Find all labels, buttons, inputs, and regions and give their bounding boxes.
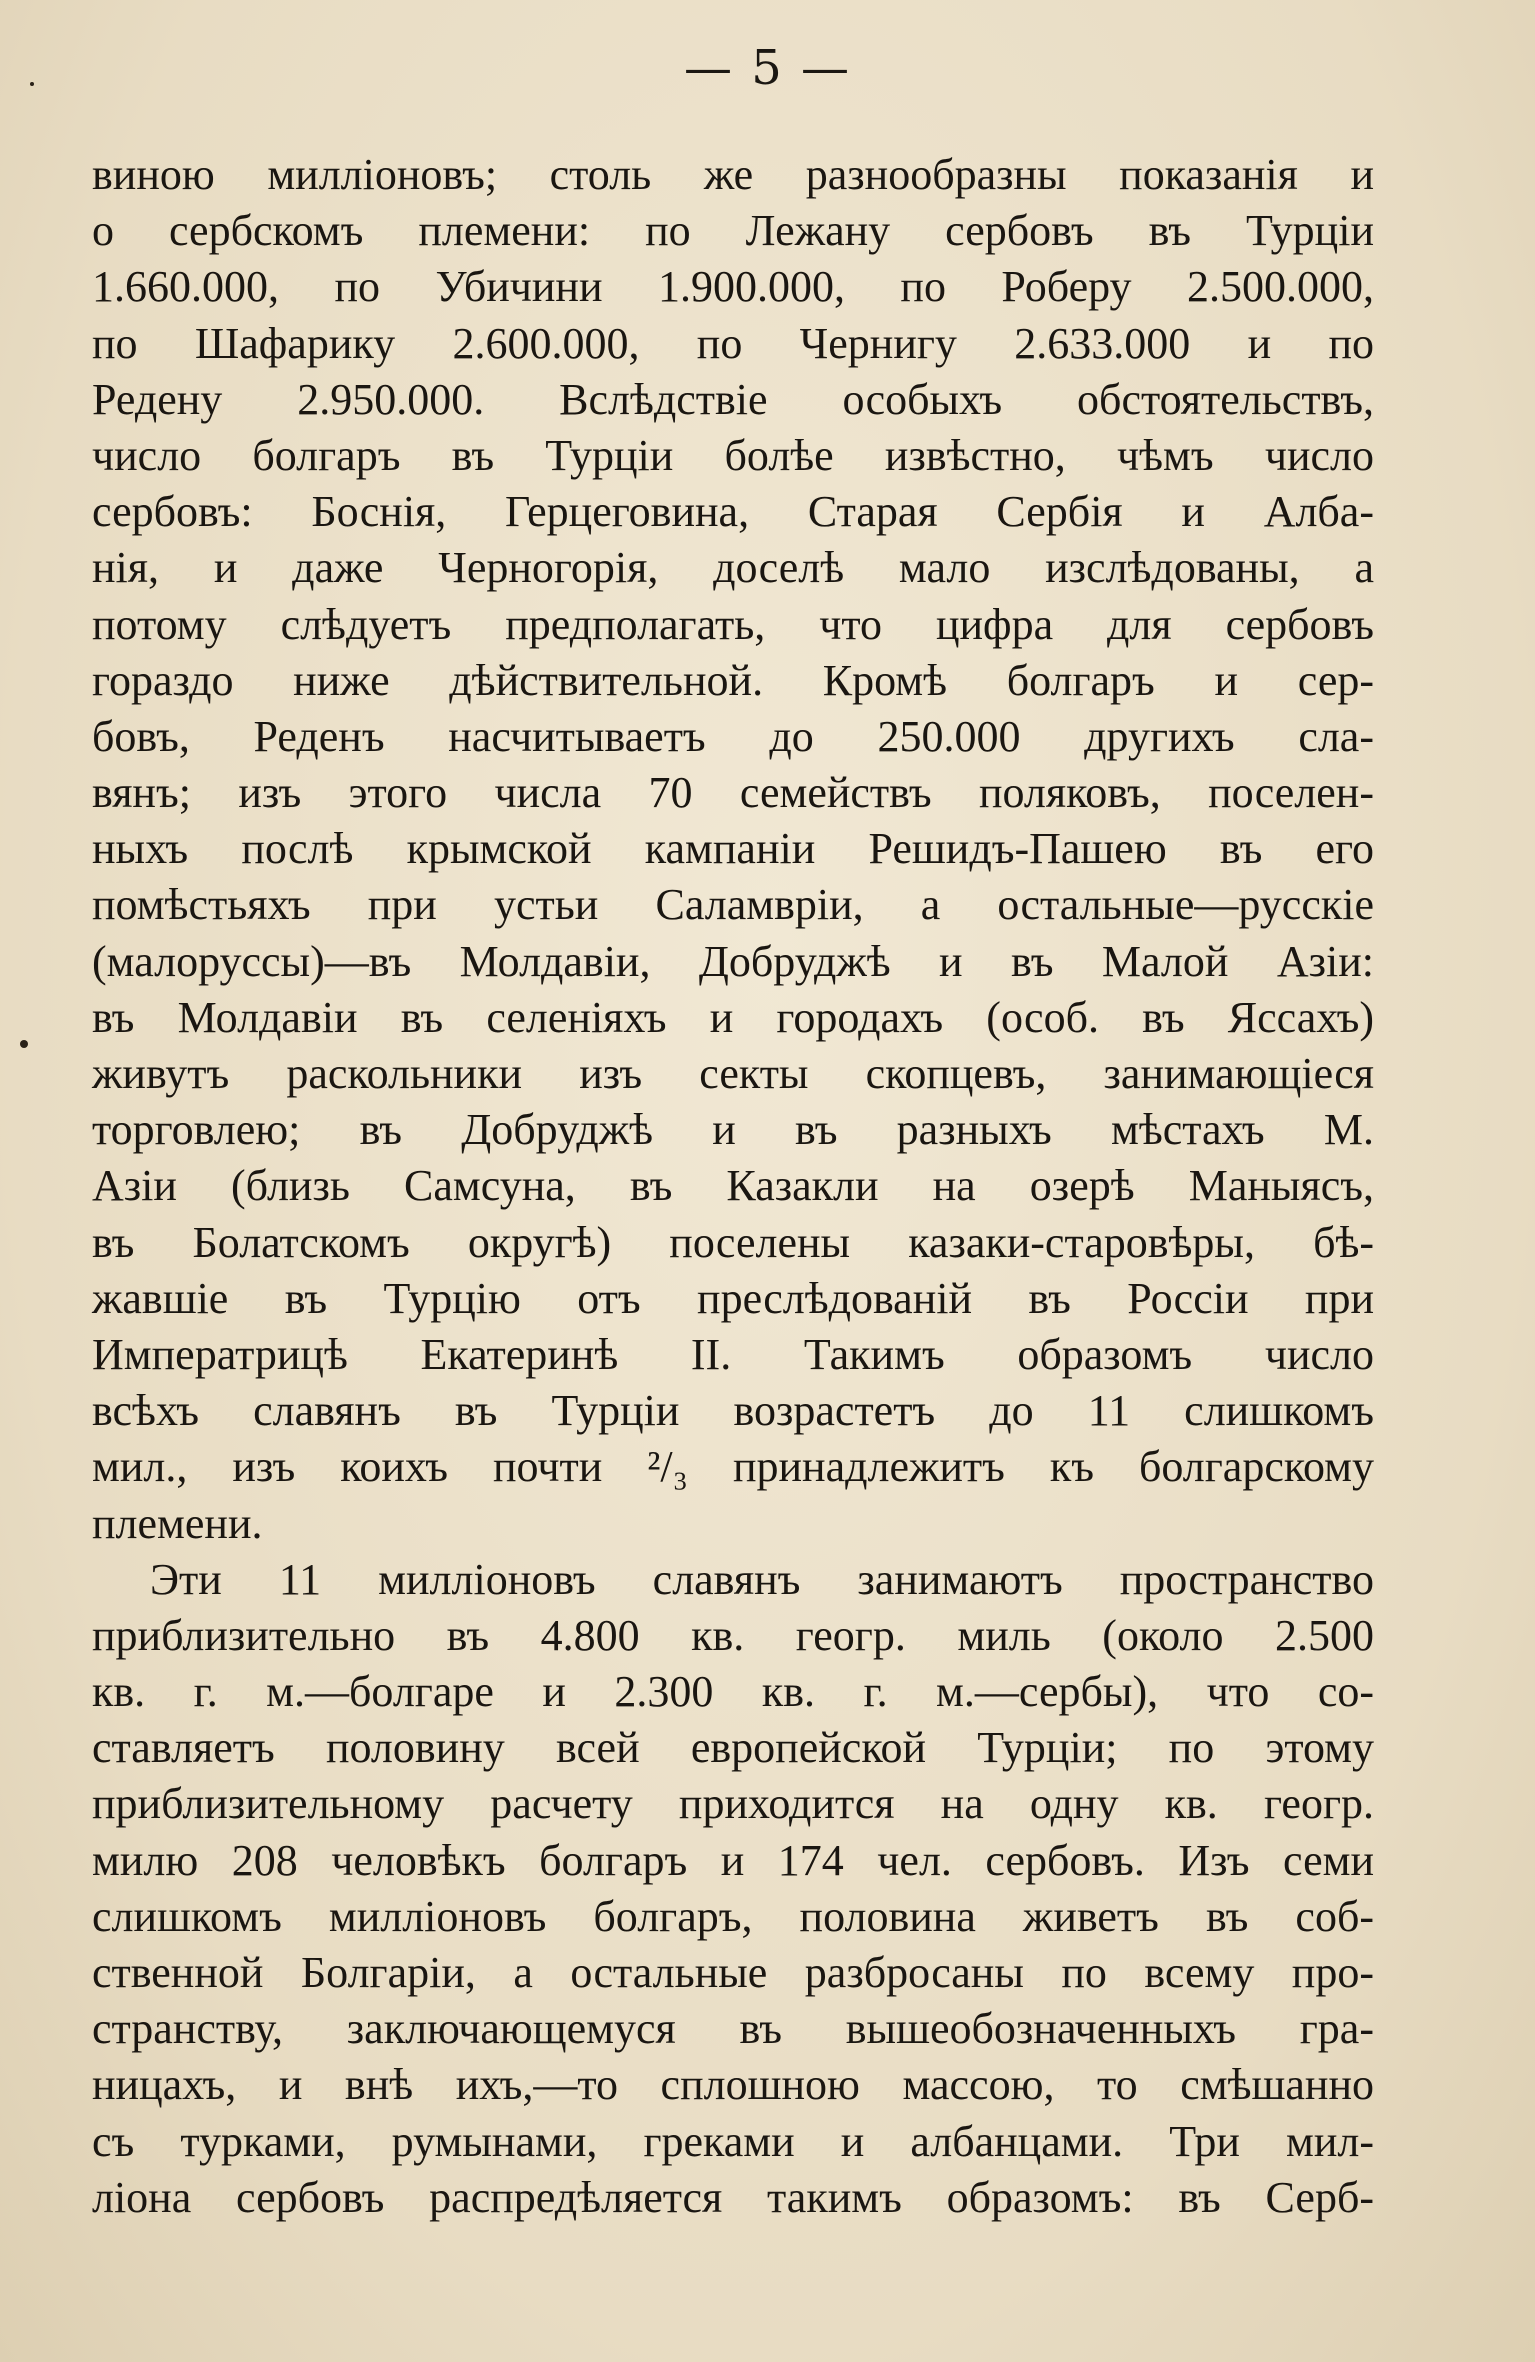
text-line: слишкомъ милліоновъ болгаръ, половина живетъ въ соб- <box>92 1891 1374 1941</box>
text-line: въ Болатскомъ округѣ) поселены казаки-старовѣры, бѣ- <box>92 1217 1374 1267</box>
paragraph-2 <box>92 1552 1374 2226</box>
ink-speck <box>20 1040 28 1048</box>
ink-speck <box>30 82 34 86</box>
text-line: милю 208 человѣкъ болгаръ и 174 чел. сербовъ. Изъ семи <box>92 1835 1374 1885</box>
text-line: Императрицѣ Екатеринѣ II. Такимъ образомъ число <box>92 1329 1374 1379</box>
text-line: кв. г. м.—болгаре и 2.300 кв. г. м.—сербы), что со- <box>92 1667 1374 1717</box>
text-line: потому слѣдуетъ предполагать, что цифра для сербовъ <box>92 599 1374 649</box>
text-line: нія, и даже Черногорія, доселѣ мало изслѣдованы, а <box>92 543 1374 593</box>
text-line: по Шафарику 2.600.000, по Чернигу 2.633.000 и по <box>92 318 1374 368</box>
text-line: ницахъ, и внѣ ихъ,—то сплошною массою, то смѣшанно <box>92 2060 1374 2110</box>
text-line: ственной Болгаріи, а остальные разбросаны по всему про- <box>92 1948 1374 1997</box>
body-text <box>92 147 1374 2226</box>
text-line: о сербскомъ племени: по Лежану сербовъ въ Турціи <box>92 206 1374 256</box>
text-line: ставляетъ половину всей европейской Турціи; по этому <box>92 1723 1374 1773</box>
text-line: число болгаръ въ Турціи болѣе извѣстно, чѣмъ число <box>92 430 1374 480</box>
text-line: въ Молдавіи въ селеніяхъ и городахъ (особ. въ Яссахъ) <box>92 992 1374 1042</box>
text-line: вянъ; изъ этого числа 70 семействъ поляковъ, поселен- <box>92 768 1374 818</box>
text-line: помѣстьяхъ при устьи Саламвріи, а остальные—русскіе <box>92 880 1374 930</box>
text-line: всѣхъ славянъ въ Турціи возрастетъ до 11 слишкомъ <box>92 1386 1374 1436</box>
text-line: приблизительному расчету приходится на одну кв. геогр. <box>92 1779 1374 1829</box>
text-line: мил., изъ коихъ почти ²/₃ принадлежитъ къ болгарскому <box>92 1442 1374 1492</box>
text-line: Редену 2.950.000. Вслѣдствіе особыхъ обстоятельствъ, <box>92 374 1374 424</box>
text-line: виною милліоновъ; столь же разнообразны показанія и <box>92 150 1374 199</box>
text-line: племени. <box>92 1498 263 1548</box>
paragraph-1 <box>92 147 1374 1552</box>
text-line: приблизительно въ 4.800 кв. геогр. миль (около 2.500 <box>92 1610 1374 1660</box>
text-line: (малоруссы)—въ Молдавіи, Добруджѣ и въ Малой Азіи: <box>92 936 1374 986</box>
text-line: бовъ, Реденъ насчитываетъ до 250.000 другихъ сла- <box>92 711 1374 761</box>
page-number: — 5 — <box>683 40 852 96</box>
text-line: ліона сербовъ распредѣляется такимъ образомъ: въ Серб- <box>92 2172 1374 2222</box>
text-line: ныхъ послѣ крымской кампаніи Решидъ-Пашею въ его <box>92 824 1374 874</box>
text-line: Азіи (близь Самсуна, въ Казакли на озерѣ Маныясъ, <box>92 1161 1374 1211</box>
text-line: съ турками, румынами, греками и албанцами. Три мил- <box>92 2116 1374 2166</box>
text-line: гораздо ниже дѣйствительной. Кромѣ болгаръ и сер- <box>92 655 1374 705</box>
text-line: сербовъ: Боснія, Герцеговина, Старая Сербія и Алба- <box>92 487 1374 537</box>
text-line: странству, заключающемуся въ вышеобозначенныхъ гра- <box>92 2004 1374 2054</box>
text-line: Эти 11 милліоновъ славянъ занимаютъ пространство <box>150 1554 1374 1604</box>
text-line: торговлею; въ Добруджѣ и въ разныхъ мѣстахъ М. <box>92 1105 1374 1155</box>
text-line: 1.660.000, по Убичини 1.900.000, по Роберу 2.500.000, <box>92 262 1374 312</box>
text-line: живутъ раскольники изъ секты скопцевъ, занимающіеся <box>92 1049 1374 1098</box>
text-line: жавшіе въ Турцію отъ преслѣдованій въ Россіи при <box>92 1273 1374 1323</box>
